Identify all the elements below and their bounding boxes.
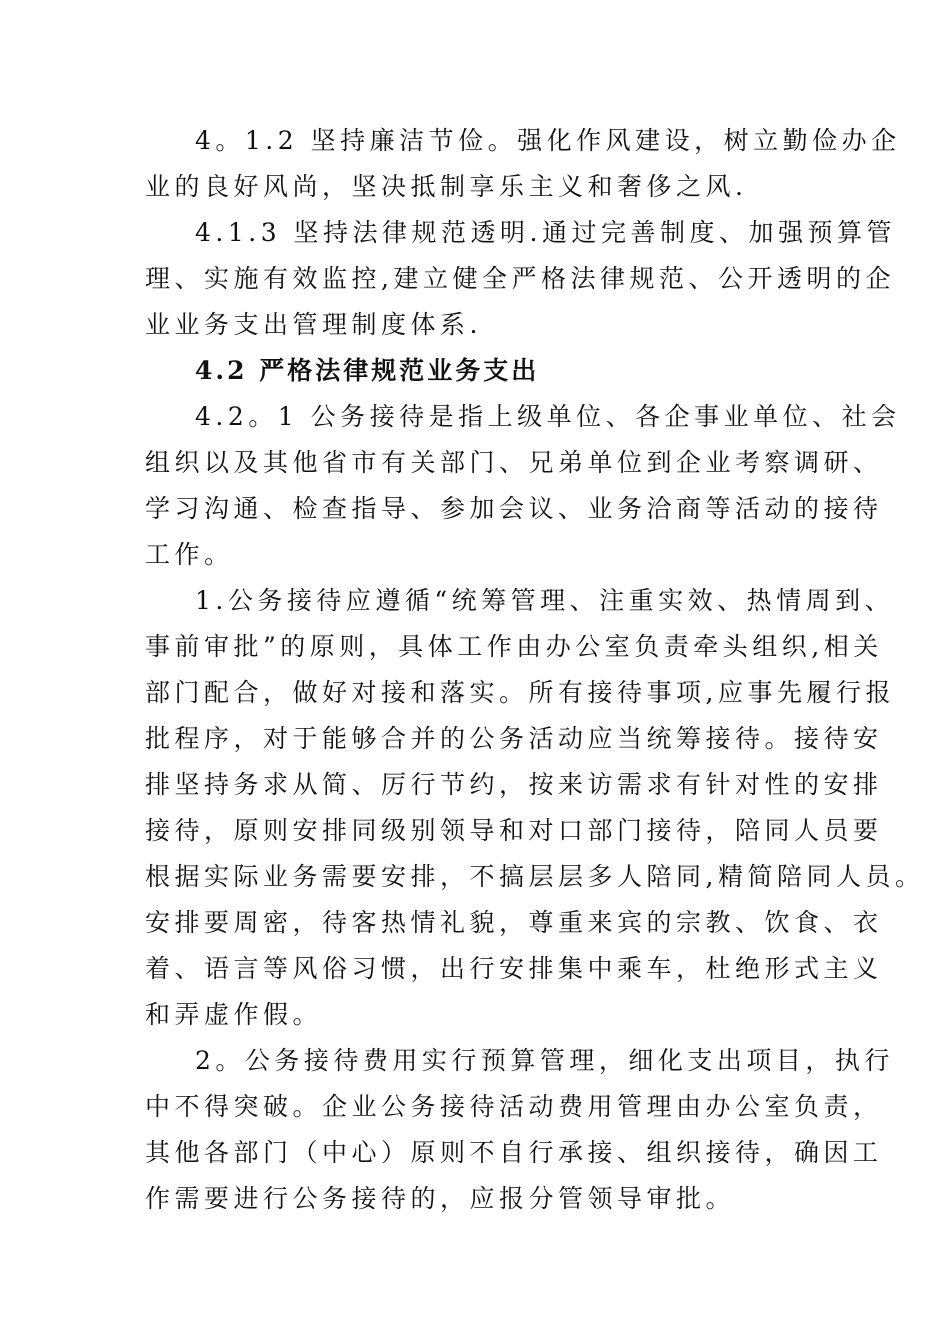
text-line: 排坚持务求从简、厉行节约，按来访需求有针对性的安排 (145, 770, 883, 799)
text-line: 接待，原则安排同级别领导和对口部门接待，陪同人员要 (145, 816, 883, 845)
text-line: 安排要周密，待客热情礼貌，尊重来宾的宗教、饮食、衣 (145, 908, 883, 937)
text-line: 和弄虚作假。 (145, 1000, 323, 1029)
text-line: 工作。 (145, 540, 234, 569)
text-line: 根据实际业务需要安排，不搞层层多人陪同,精简陪同人员。 (145, 862, 925, 891)
text-line: 部门配合，做好对接和落实。所有接待事项,应事先履行报 (145, 678, 895, 707)
text-line: 理、实施有效监控,建立健全严格法律规范、公开透明的企 (145, 264, 895, 293)
text-line: 着、语言等风俗习惯，出行安排集中乘车，杜绝形式主义 (145, 954, 883, 983)
text-line: 4。1.2 坚持廉洁节俭。强化作风建设，树立勤俭办企 (195, 126, 901, 155)
text-line: 中不得突破。企业公务接待活动费用管理由办公室负责， (145, 1092, 883, 1121)
text-line: 4.2。1 公务接待是指上级单位、各企事业单位、社会 (195, 402, 901, 431)
text-line: 事前审批”的原则，具体工作由办公室负责牵头组织,相关 (145, 632, 883, 661)
text-line: 4.1.3 坚持法律规范透明.通过完善制度、加强预算管 (195, 218, 897, 247)
text-line: 作需要进行公务接待的，应报分管领导审批。 (145, 1184, 736, 1213)
text-line: 批程序，对于能够合并的公务活动应当统筹接待。接待安 (145, 724, 883, 753)
text-line: 2。公务接待费用实行预算管理，细化支出项目，执行 (195, 1046, 894, 1075)
text-line: 学习沟通、检查指导、参加会议、业务洽商等活动的接待 (145, 494, 883, 523)
text-line: 1.公务接待应遵循“统筹管理、注重实效、热情周到、 (195, 586, 895, 615)
text-line: 组织以及其他省市有关部门、兄弟单位到企业考察调研、 (145, 448, 883, 477)
text-line: 业的良好风尚，坚决抵制享乐主义和奢侈之风. (145, 172, 748, 201)
section-heading: 4.2 严格法律规范业务支出 (195, 356, 540, 385)
text-line: 业业务支出管理制度体系. (145, 310, 482, 339)
text-line: 其他各部门（中心）原则不自行承接、组织接待，确因工 (145, 1138, 883, 1167)
